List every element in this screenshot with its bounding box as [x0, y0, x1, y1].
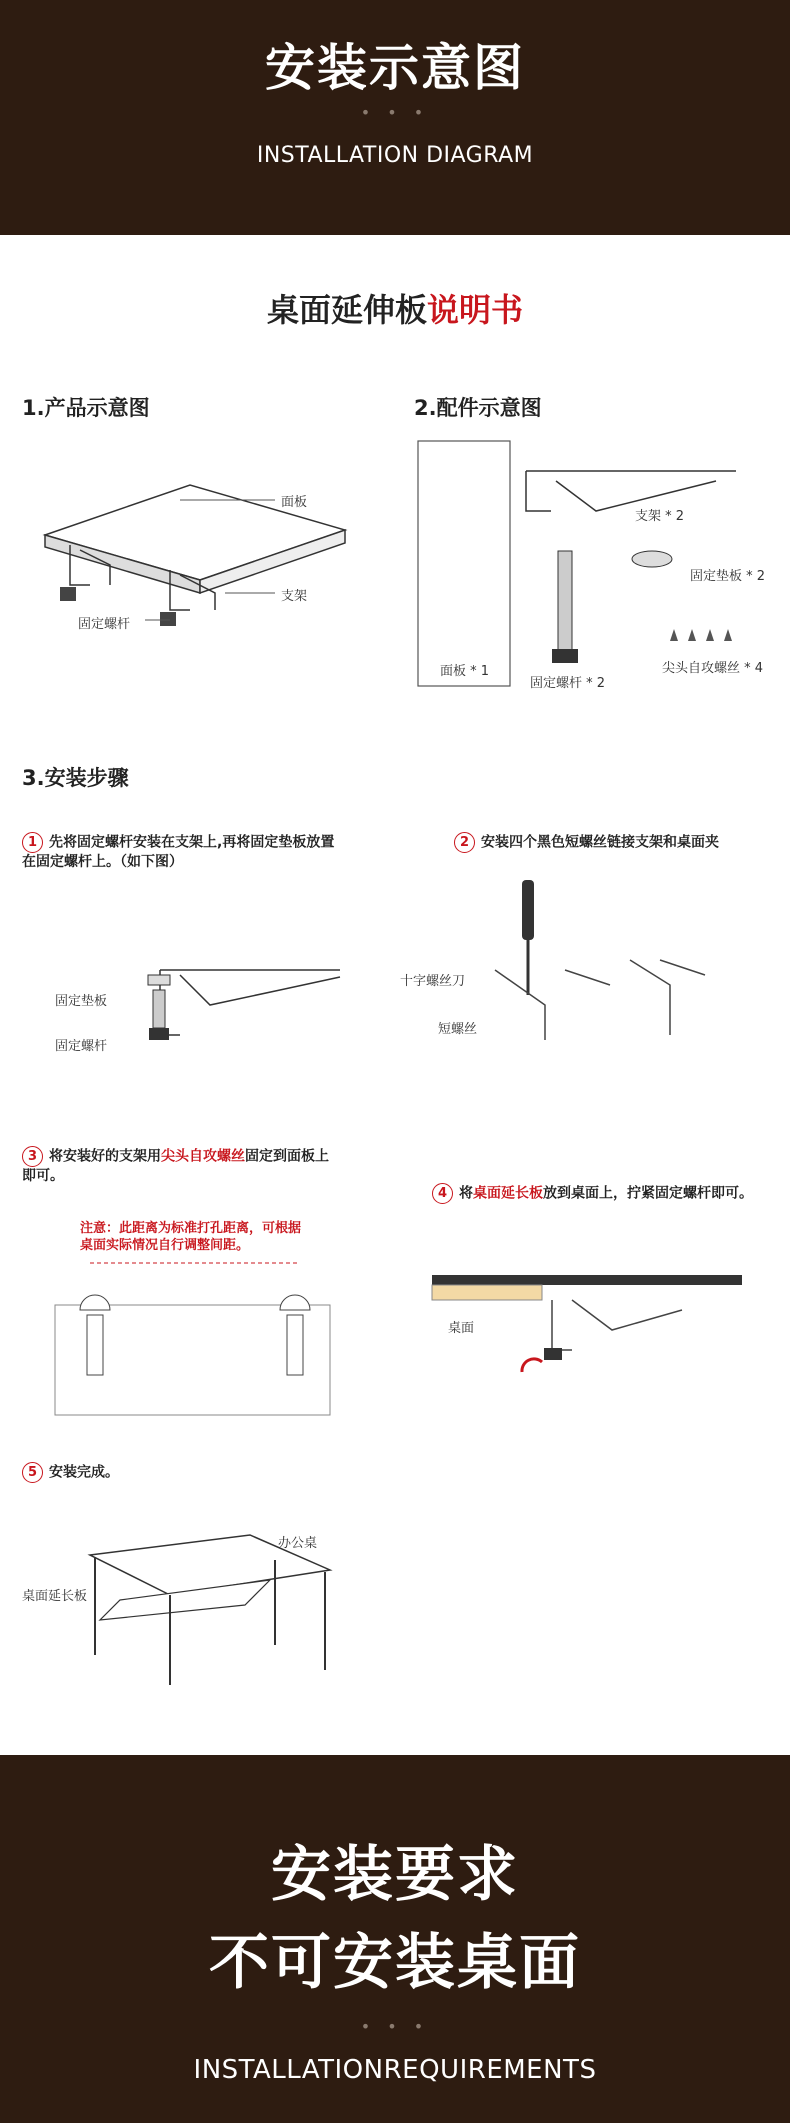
- part-panel-label: 面板 * 1: [440, 664, 490, 679]
- header-banner: [0, 0, 790, 235]
- step5-label-extension: 桌面延长板: [22, 1589, 88, 1604]
- step5-number: 5: [22, 1462, 43, 1483]
- part-pad-label: 固定垫板 * 2: [690, 569, 766, 584]
- footer-dots: • • •: [360, 2017, 430, 2036]
- section1-heading: 1.产品示意图: [22, 396, 150, 420]
- step2-description: 安装四个黑色短螺丝链接支架和桌面夹: [481, 834, 719, 851]
- step1-label-pad: 固定垫板: [55, 994, 108, 1009]
- step2-text: [454, 832, 784, 853]
- step1-label-screw: 固定螺杆: [55, 1039, 108, 1054]
- step1-description: 先将固定螺杆安装在支架上,再将固定垫板放置在固定螺杆上。（如下图）: [22, 834, 335, 870]
- footer-line2: 不可安装桌面: [209, 1928, 581, 1998]
- manual-document: [0, 235, 790, 1755]
- step3-text-red: 尖头自攻螺丝: [161, 1148, 245, 1165]
- part-screw-label: 固定螺杆 * 2: [530, 676, 606, 691]
- step2-illustration: [470, 875, 710, 1045]
- footer-banner: [0, 1755, 790, 2123]
- step1-number: 1: [22, 832, 43, 853]
- manual-title-red: 说明书: [427, 291, 524, 329]
- header-subtitle: INSTALLATION DIAGRAM: [256, 143, 534, 168]
- section2-heading: 2.配件示意图: [414, 396, 542, 420]
- label-screw: 固定螺杆: [78, 617, 131, 632]
- step1-text: [22, 832, 342, 872]
- part-bracket-label: 支架 * 2: [635, 509, 685, 524]
- step2-label-short-screw: 短螺丝: [438, 1022, 478, 1037]
- step3-illustration: [50, 1255, 340, 1425]
- header-title: 安装示意图: [265, 39, 525, 97]
- step5-description: 安装完成。: [49, 1464, 119, 1481]
- step2-label-screwdriver: 十字螺丝刀: [400, 974, 466, 989]
- step4-text-a: 将: [459, 1185, 473, 1202]
- step5-text: [22, 1462, 119, 1483]
- step3-note: 注意：此距离为标准打孔距离，可根据桌面实际情况自行调整间距。: [80, 1221, 302, 1253]
- label-bracket: 支架: [281, 589, 308, 604]
- manual-title-main: 桌面延伸板: [266, 291, 427, 329]
- step3-text-b: 固定到面板上即可。: [22, 1148, 329, 1184]
- part-tapscrew-label: 尖头自攻螺丝 * 4: [662, 661, 764, 676]
- manual-title: [0, 285, 790, 331]
- footer-line1: 安装要求: [271, 1840, 519, 1910]
- step3-text-a: 将安装好的支架用: [49, 1148, 161, 1165]
- step4-text-red: 桌面延长板: [473, 1185, 543, 1202]
- label-panel: 面板: [281, 495, 308, 510]
- step2-number: 2: [454, 832, 475, 853]
- step3-number: 3: [22, 1146, 43, 1167]
- step4-text: [432, 1183, 782, 1204]
- step5-label-office-desk: 办公桌: [278, 1536, 318, 1551]
- step1-illustration: [140, 955, 360, 1055]
- product-illustration: [30, 475, 360, 625]
- step5-illustration: [70, 1525, 350, 1705]
- section3-heading: 3.安装步骤: [22, 766, 129, 790]
- footer-subtitle: INSTALLATIONREQUIREMENTS: [193, 2055, 597, 2085]
- header-dots: • • •: [360, 103, 430, 122]
- step4-number: 4: [432, 1183, 453, 1204]
- step4-text-b: 放到桌面上，拧紧固定螺杆即可。: [543, 1185, 753, 1202]
- step3-text: [22, 1146, 342, 1186]
- step4-illustration: [432, 1260, 752, 1390]
- step4-label-desk: 桌面: [448, 1321, 475, 1336]
